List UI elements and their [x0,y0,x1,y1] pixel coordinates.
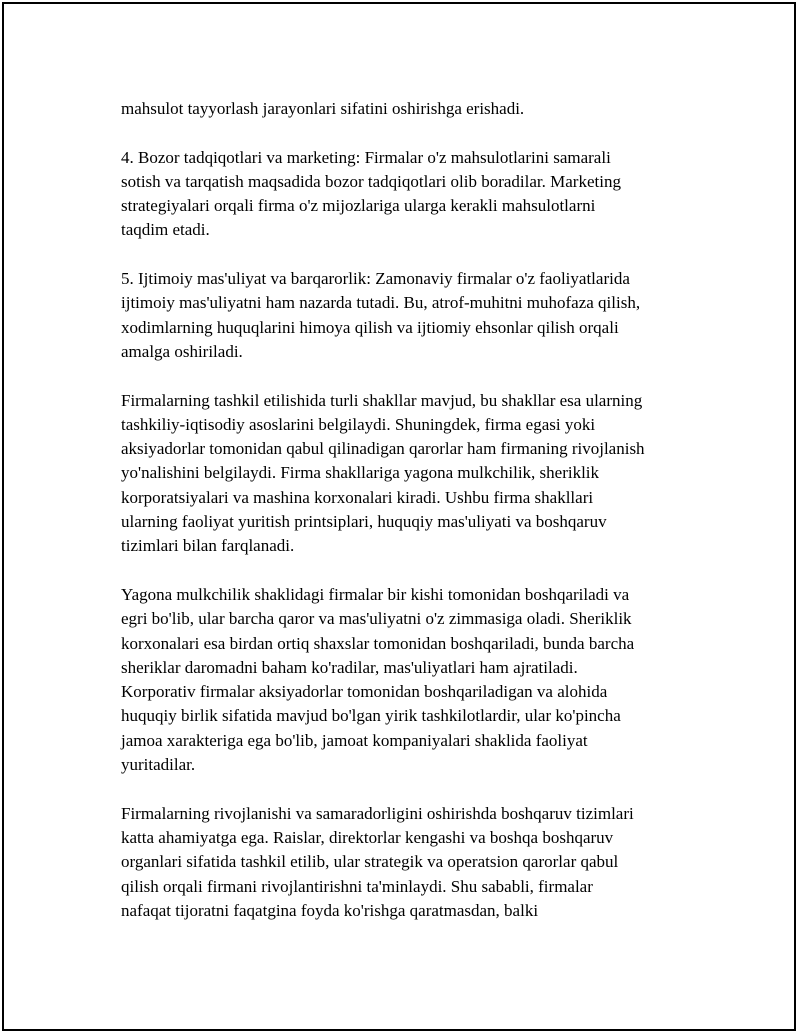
text-line: Yagona mulkchilik shaklidagi firmalar bir kishi tomonidan boshqariladi va [121,584,630,604]
text-line: korxonalari esa birdan ortiq shaxslar tomonidan boshqariladi, bunda barcha [121,633,635,653]
text-line: 4. Bozor tadqiqotlari va marketing: Firmalar o'z mahsulotlarini samarali [121,147,611,167]
text-line: organlari sifatida tashkil etilib, ular strategik va operatsion qarorlar qabul [121,852,619,872]
text-line: tizimlari bilan farqlanadi. [121,536,295,556]
text-line: taqdim etadi. [121,220,210,240]
text-line: ijtimoiy mas'uliyatni ham nazarda tutadi. Bu, atrof-muhitni muhofaza qilish, [121,293,641,313]
document-body [121,97,701,947]
text-line: qilish orqali firmani rivojlantirishni ta'minlaydi. Shu sababli, firmalar [121,876,593,896]
text-line: egri bo'lib, ular barcha qaror va mas'uliyatni o'z zimmasiga oladi. Sheriklik [121,609,632,629]
paragraph-6 [121,802,701,923]
text-line: ularning faoliyat yuritish printsiplari, huquqiy mas'uliyati va boshqaruv [121,512,607,532]
text-line: xodimlarning huquqlarini himoya qilish va ijtiomiy ehsonlar qilish orqali [121,317,619,337]
text-line: sheriklar daromadni baham ko'radilar, mas'uliyatlari ham ajratiladi. [121,657,578,677]
page-frame [2,2,796,1031]
text-line: amalga oshiriladi. [121,341,243,361]
text-line: Korporativ firmalar aksiyadorlar tomonidan boshqariladigan va alohida [121,682,608,702]
text-line: yo'nalishini belgilaydi. Firma shakllariga yagona mulkchilik, sheriklik [121,463,600,483]
paragraph-3 [121,267,701,364]
text-line: 5. Ijtimoiy mas'uliyat va barqarorlik: Zamonaviy firmalar o'z faoliyatlarida [121,269,630,289]
text-line: mahsulot tayyorlash jarayonlari sifatini oshirishga erishadi. [121,99,525,118]
paragraph-4 [121,389,701,559]
text-line: Firmalarning tashkil etilishida turli shakllar mavjud, bu shakllar esa ularning [121,390,643,410]
text-line: aksiyadorlar tomonidan qabul qilinadigan qarorlar ham firmaning rivojlanish [121,439,645,459]
text-line: strategiyalari orqali firma o'z mijozlariga ularga kerakli mahsulotlarni [121,196,596,216]
text-line: tashkiliy-iqtisodiy asoslarini belgilaydi. Shuningdek, firma egasi yoki [121,414,596,434]
paragraph-1 [121,97,701,121]
text-line: huquqiy birlik sifatida mavjud bo'lgan yirik tashkilotlardir, ular ko'pincha [121,706,621,726]
text-line: katta ahamiyatga ega. Raislar, direktorlar kengashi va boshqa boshqaruv [121,827,614,847]
text-line: nafaqat tijoratni faqatgina foyda ko'rishga qaratmasdan, balki [121,900,539,920]
text-line: Firmalarning rivojlanishi va samaradorligini oshirishda boshqaruv tizimlari [121,803,634,823]
text-line: korporatsiyalari va mashina korxonalari kiradi. Ushbu firma shakllari [121,487,594,507]
text-line: jamoa xarakteriga ega bo'lib, jamoat kompaniyalari shaklida faoliyat [121,730,588,750]
paragraph-2 [121,146,701,243]
text-line: sotish va tarqatish maqsadida bozor tadqiqotlari olib boradilar. Marketing [121,171,621,191]
text-line: yuritadilar. [121,755,196,775]
paragraph-5 [121,583,701,777]
